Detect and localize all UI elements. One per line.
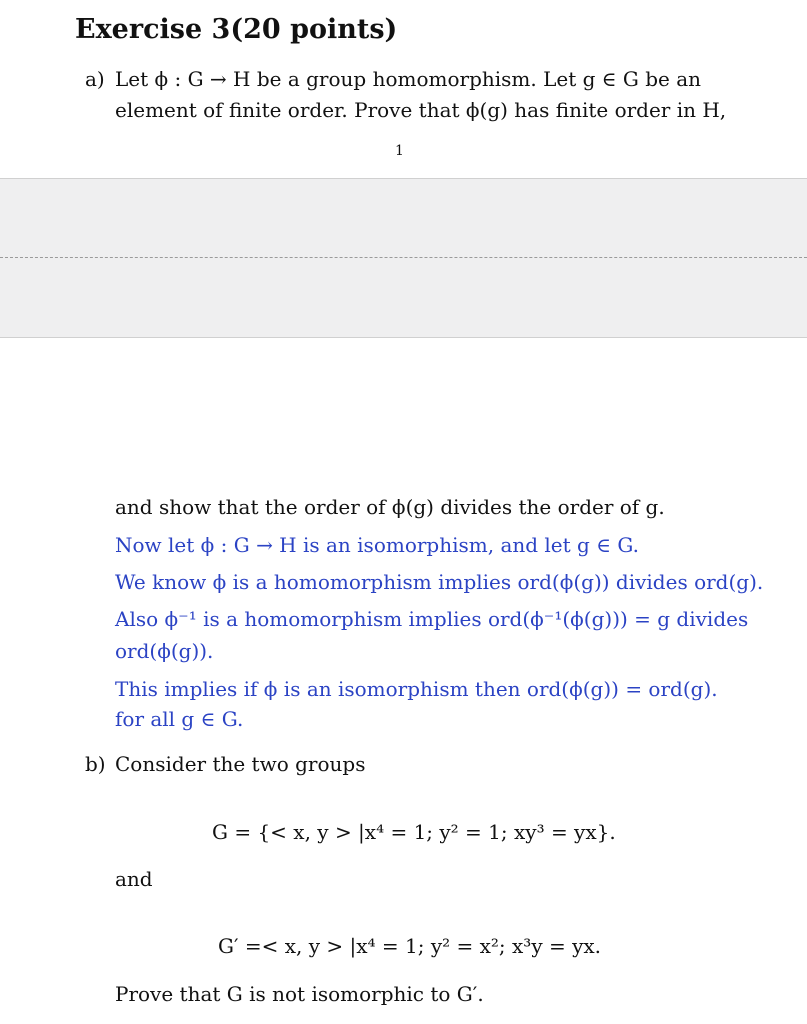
prove-statement: Prove that G is not isomorphic to G′. [115,982,484,1006]
and-text: and [115,867,153,891]
part-a-label: a) [85,67,105,91]
answer-line-4: ord(ϕ(g)). [115,639,214,663]
equation-g: G = {< x, y > |x⁴ = 1; y² = 1; xy³ = yx}. [212,820,616,844]
exercise-title: Exercise 3(20 points) [75,14,398,45]
equation-g-prime: G′ =< x, y > |x⁴ = 1; y² = x²; x³y = yx. [218,934,602,958]
part-a-line-1: Let ϕ : G → H be a group homomorphism. Let g ∈ G be an [115,67,702,91]
part-a-line-3: and show that the order of ϕ(g) divides the order of g. [115,495,665,519]
answer-line-3: Also ϕ⁻¹ is a homomorphism implies ord(ϕ⁻¹(ϕ(g))) = g divides [115,607,749,631]
page-break-divider [0,257,807,258]
part-b-intro: Consider the two groups [115,752,366,776]
answer-line-2: We know ϕ is a homomorphism implies ord(ϕ(g)) divides ord(g). [115,570,764,594]
page-number: 1 [395,143,404,159]
answer-line-1: Now let ϕ : G → H is an isomorphism, and let g ∈ G. [115,533,639,557]
answer-line-5: This implies if ϕ is an isomorphism then ord(ϕ(g)) = ord(g). [115,677,718,701]
part-b-label: b) [85,752,106,776]
answer-line-6: for all g ∈ G. [115,707,244,731]
page-break-gap [0,178,807,338]
part-a-line-2: element of finite order. Prove that ϕ(g) has finite order in H, [115,98,727,122]
